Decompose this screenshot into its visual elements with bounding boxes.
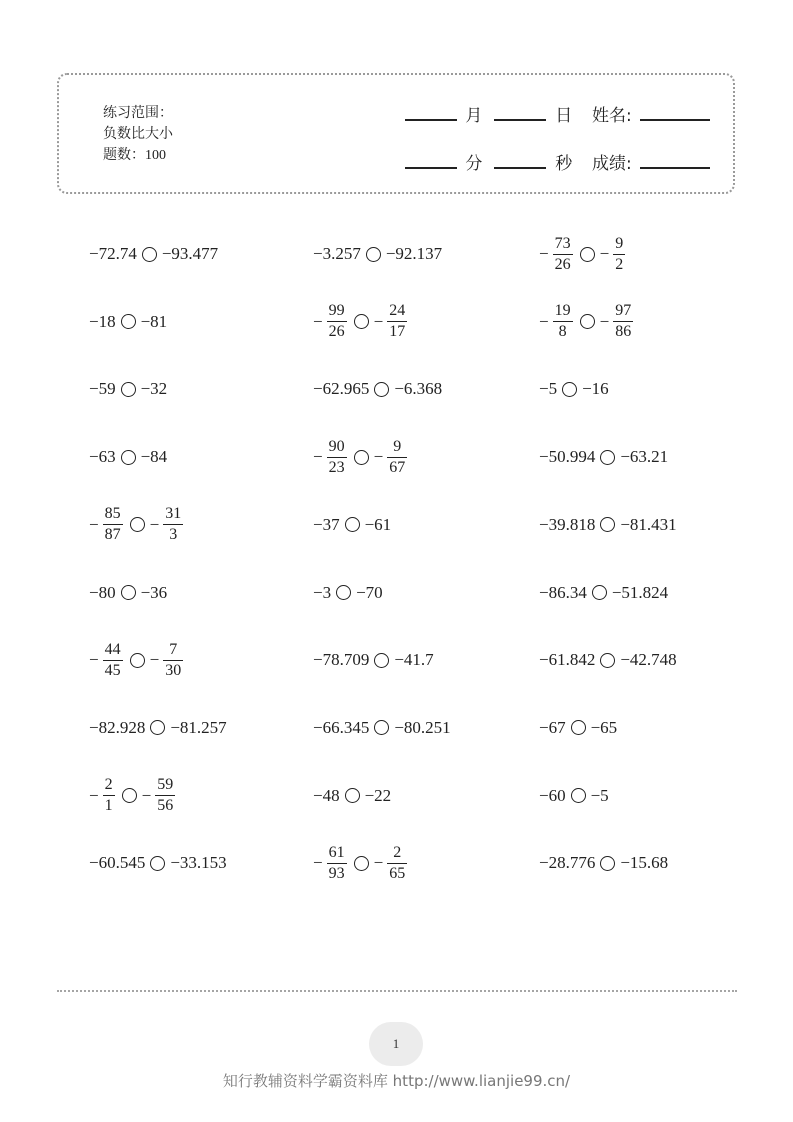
fraction-denominator: 2 xyxy=(615,255,624,273)
fraction-numerator: 99 xyxy=(328,302,345,320)
fraction-denominator: 45 xyxy=(104,661,121,679)
number-value: −37 xyxy=(313,514,340,534)
answer-circle[interactable] xyxy=(592,585,607,600)
fraction-numerator: 97 xyxy=(615,302,632,320)
second-label: 秒 xyxy=(555,154,573,174)
fraction-numerator: 73 xyxy=(554,234,571,252)
fraction-numerator: 31 xyxy=(165,505,182,523)
problem-item xyxy=(89,776,177,815)
minus-sign: − xyxy=(373,853,384,873)
problem-item xyxy=(313,843,409,882)
fraction-denominator: 26 xyxy=(328,323,345,341)
answer-circle[interactable] xyxy=(571,788,586,803)
answer-circle[interactable] xyxy=(600,450,615,465)
minus-sign: − xyxy=(89,785,99,805)
answer-circle[interactable] xyxy=(374,653,389,668)
problem-item xyxy=(89,310,167,334)
answer-circle[interactable] xyxy=(130,517,145,532)
day-label: 日 xyxy=(555,106,573,126)
number-value: −59 xyxy=(89,379,116,399)
problem-item xyxy=(539,234,627,273)
number-value: −3.257 xyxy=(313,244,361,263)
number-value: −32 xyxy=(140,379,168,399)
fraction-denominator: 65 xyxy=(389,864,406,882)
fraction-denominator: 8 xyxy=(558,323,567,341)
answer-circle[interactable] xyxy=(600,517,615,532)
minus-sign: − xyxy=(373,447,384,467)
answer-circle[interactable] xyxy=(354,450,369,465)
name-label: 姓名: xyxy=(592,106,632,126)
number-value: −82.928 xyxy=(89,717,146,737)
problem-item xyxy=(313,377,442,401)
problem-item xyxy=(313,242,442,266)
answer-circle[interactable] xyxy=(600,856,615,871)
number-value: −15.68 xyxy=(620,853,669,873)
fraction xyxy=(103,775,115,816)
fraction-denominator: 86 xyxy=(615,323,632,341)
fraction xyxy=(155,775,175,816)
fraction-numerator: 61 xyxy=(328,843,345,861)
number-value: −60 xyxy=(539,785,566,805)
minus-sign: − xyxy=(89,650,99,670)
month-label: 月 xyxy=(465,106,483,126)
answer-circle[interactable] xyxy=(580,247,595,262)
number-value: −6.368 xyxy=(394,379,443,399)
problem-item xyxy=(539,445,668,469)
answer-circle[interactable] xyxy=(121,314,136,329)
number-value: −48 xyxy=(313,785,340,805)
fraction-numerator: 44 xyxy=(104,640,121,658)
number-value: −63 xyxy=(89,447,116,467)
footer-divider xyxy=(57,990,737,992)
number-value: −60.545 xyxy=(89,853,146,873)
problem-item xyxy=(539,377,609,401)
fraction-numerator: 2 xyxy=(393,843,402,861)
number-value: −81.257 xyxy=(170,717,227,737)
number-value: −50.994 xyxy=(539,447,596,467)
problem-item xyxy=(89,242,218,266)
fraction xyxy=(103,640,123,681)
number-value: −78.709 xyxy=(313,650,370,670)
number-value: −5 xyxy=(539,379,558,399)
problem-item xyxy=(539,648,677,672)
answer-circle[interactable] xyxy=(374,720,389,735)
number-value: −18 xyxy=(89,311,116,331)
fraction-denominator: 56 xyxy=(157,797,174,815)
fraction-numerator: 2 xyxy=(104,776,113,794)
answer-circle[interactable] xyxy=(345,517,360,532)
answer-circle[interactable] xyxy=(354,856,369,871)
number-value: −66.345 xyxy=(313,717,370,737)
problem-item xyxy=(89,377,167,401)
answer-circle[interactable] xyxy=(336,585,351,600)
fraction-denominator: 93 xyxy=(328,864,345,882)
fraction-denominator: 26 xyxy=(554,255,571,273)
minute-label: 分 xyxy=(465,154,483,174)
problem-item xyxy=(89,716,227,740)
fraction xyxy=(387,843,407,884)
answer-circle[interactable] xyxy=(121,450,136,465)
problem-item xyxy=(539,581,668,605)
question-count-value: 100 xyxy=(145,148,166,163)
number-value: −61.842 xyxy=(539,650,596,670)
fraction-numerator: 90 xyxy=(328,437,345,455)
problem-item xyxy=(89,445,167,469)
fraction xyxy=(613,301,633,342)
fraction-numerator: 9 xyxy=(615,234,624,252)
problem-item xyxy=(89,505,185,544)
number-value: −16 xyxy=(582,379,609,399)
answer-circle[interactable] xyxy=(571,720,586,735)
fraction-numerator: 24 xyxy=(389,302,406,320)
answer-circle[interactable] xyxy=(562,382,577,397)
fraction xyxy=(387,437,407,478)
question-count-label: 题数： xyxy=(103,147,145,163)
fraction xyxy=(163,504,183,545)
number-value: −81.431 xyxy=(620,514,677,534)
fraction-denominator: 1 xyxy=(104,797,113,815)
fraction-denominator: 67 xyxy=(389,458,406,476)
number-value: −51.824 xyxy=(611,582,669,602)
number-value: −42.748 xyxy=(620,650,677,670)
problem-item xyxy=(539,513,677,537)
problem-item xyxy=(89,640,185,679)
number-value: −80.251 xyxy=(394,717,451,737)
number-value: −86.34 xyxy=(539,582,587,602)
number-value: −39.818 xyxy=(539,514,596,534)
problem-item xyxy=(313,513,391,537)
fraction-denominator: 30 xyxy=(165,661,182,679)
fraction-denominator: 3 xyxy=(169,526,178,544)
number-value: −67 xyxy=(539,717,566,737)
fraction-numerator: 9 xyxy=(393,437,402,455)
problem-item xyxy=(313,648,434,672)
number-value: −41.7 xyxy=(394,650,434,670)
problem-item xyxy=(539,302,635,341)
minus-sign: − xyxy=(539,244,549,263)
fraction-denominator: 23 xyxy=(328,458,345,476)
answer-circle[interactable] xyxy=(122,788,137,803)
fraction xyxy=(327,301,347,342)
problem-item xyxy=(313,437,409,476)
answer-circle[interactable] xyxy=(121,382,136,397)
number-value: −33.153 xyxy=(170,853,227,873)
minus-sign: − xyxy=(373,311,384,331)
minus-sign: − xyxy=(599,244,610,263)
answer-circle[interactable] xyxy=(142,247,157,262)
number-value: −84 xyxy=(140,447,168,467)
answer-circle[interactable] xyxy=(354,314,369,329)
problem-item xyxy=(89,851,227,875)
problem-item xyxy=(539,851,668,875)
answer-circle[interactable] xyxy=(345,788,360,803)
fraction xyxy=(163,640,183,681)
problem-item xyxy=(313,581,383,605)
number-value: −22 xyxy=(364,785,392,805)
answer-circle[interactable] xyxy=(580,314,595,329)
minus-sign: − xyxy=(313,447,323,467)
topic-label: 负数比大小 xyxy=(103,126,173,142)
fraction xyxy=(613,234,625,275)
number-value: −92.137 xyxy=(385,244,443,263)
number-value: −70 xyxy=(356,582,383,602)
fraction-numerator: 7 xyxy=(169,640,178,658)
number-value: −93.477 xyxy=(161,244,219,263)
fraction-numerator: 85 xyxy=(104,505,121,523)
answer-circle[interactable] xyxy=(600,653,615,668)
answer-circle[interactable] xyxy=(150,856,165,871)
practice-range-label: 练习范围： xyxy=(103,105,173,121)
number-value: −63.21 xyxy=(620,447,669,467)
number-value: −80 xyxy=(89,582,116,602)
fraction xyxy=(387,301,407,342)
fraction-denominator: 87 xyxy=(104,526,121,544)
problem-item xyxy=(539,784,609,808)
minus-sign: − xyxy=(313,311,323,331)
fraction-numerator: 59 xyxy=(157,776,174,794)
number-value: −65 xyxy=(590,717,618,737)
fraction xyxy=(553,301,573,342)
answer-circle[interactable] xyxy=(121,585,136,600)
minus-sign: − xyxy=(149,650,160,670)
minus-sign: − xyxy=(599,311,610,331)
number-value: −81 xyxy=(140,311,168,331)
fraction-numerator: 19 xyxy=(554,302,571,320)
number-value: −5 xyxy=(590,785,609,805)
problem-item xyxy=(313,716,451,740)
number-value: −61 xyxy=(364,514,392,534)
minus-sign: − xyxy=(539,311,549,331)
page-number: 1 xyxy=(369,1022,423,1066)
score-label: 成绩: xyxy=(592,154,632,174)
problem-item xyxy=(313,302,409,341)
answer-circle[interactable] xyxy=(374,382,389,397)
minus-sign: − xyxy=(149,514,160,534)
number-value: −28.776 xyxy=(539,853,596,873)
problem-item xyxy=(89,581,167,605)
answer-circle[interactable] xyxy=(366,247,381,262)
number-value: −62.965 xyxy=(313,379,370,399)
number-value: −36 xyxy=(140,582,168,602)
problem-item xyxy=(313,784,391,808)
answer-circle[interactable] xyxy=(150,720,165,735)
footer-text: 知行教辅资料学霸资料库 http://www.lianjie99.cn/ xyxy=(222,1072,571,1090)
fraction xyxy=(553,234,573,275)
fraction xyxy=(103,504,123,545)
number-value: −72.74 xyxy=(89,244,137,263)
minus-sign: − xyxy=(313,853,323,873)
problem-item xyxy=(539,716,617,740)
minus-sign: − xyxy=(141,785,152,805)
number-value: −3 xyxy=(313,582,332,602)
minus-sign: − xyxy=(89,514,99,534)
fraction xyxy=(327,437,347,478)
answer-circle[interactable] xyxy=(130,653,145,668)
fraction xyxy=(327,843,347,884)
fraction-denominator: 17 xyxy=(389,323,406,341)
